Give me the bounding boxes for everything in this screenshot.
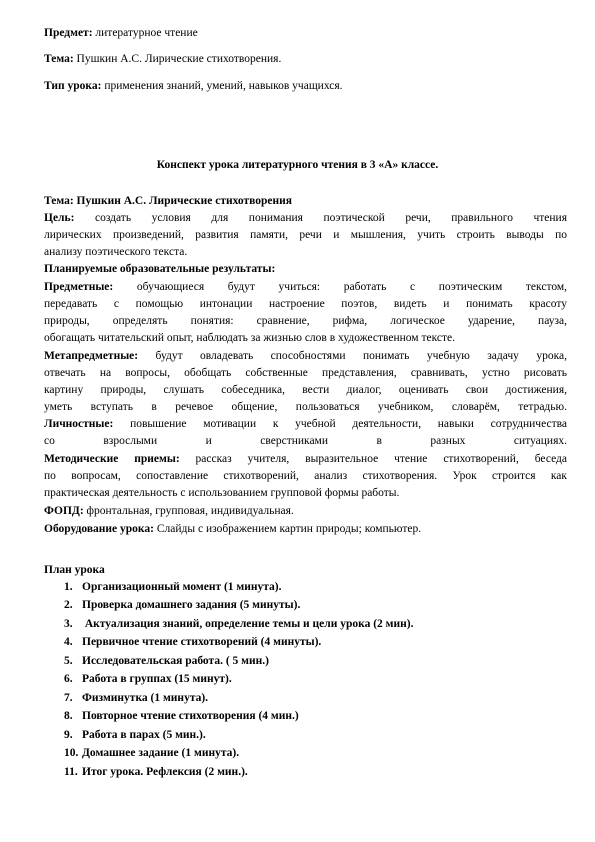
plan-item: 5. Исследовательская работа. ( 5 мин.) bbox=[64, 655, 269, 667]
subject-results-line-1: Предметные: обучающиеся будут учиться: работать с поэтическим текстом, bbox=[44, 281, 567, 293]
methods-line-2: по вопросам, сопоставление стихотворений, анализ стихотворения. Урок строится как bbox=[44, 470, 567, 482]
topic-line bbox=[44, 52, 567, 66]
lesson-type-line bbox=[44, 79, 567, 93]
meta-results-label: Метапредметные: bbox=[44, 350, 139, 362]
plan-item: 7. Физминутка (1 минута). bbox=[64, 692, 209, 704]
document-title: Конспект урока литературного чтения в 3 «А» классе. bbox=[156, 159, 439, 171]
plan-item: 4. Первичное чтение стихотворений (4 минуты). bbox=[64, 636, 322, 648]
subject-label: Предмет: bbox=[44, 27, 93, 39]
body-topic-line: Тема: Пушкин А.С. Лирические стихотворения bbox=[44, 195, 293, 207]
topic-label: Тема: bbox=[44, 53, 74, 65]
goal-line-3: анализу поэтического текста. bbox=[44, 246, 188, 258]
subject-results-line-4: обогащать читательский опыт, наблюдать за жизнью слов в художественном тексте. bbox=[44, 332, 455, 344]
plan-heading: План урока bbox=[44, 564, 105, 576]
equipment-label: Оборудование урока: bbox=[44, 523, 154, 535]
meta-results-line-3: картину природы, слушать собеседника, вести диалог, оценивать свои достижения, bbox=[44, 384, 567, 396]
plan-item: 1. Организационный момент (1 минута). bbox=[64, 581, 282, 593]
equipment-line: Оборудование урока: Слайды с изображением картин природы; компьютер. bbox=[44, 523, 422, 535]
lesson-type-label: Тип урока: bbox=[44, 80, 102, 92]
fopd-label: ФОПД: bbox=[44, 505, 84, 517]
personal-results-label: Личностные: bbox=[44, 418, 114, 430]
plan-item: 3. Актуализация знаний, определение темы и цели урока (2 мин). bbox=[64, 618, 414, 630]
subject-line bbox=[44, 26, 567, 40]
results-heading: Планируемые образовательные результаты: bbox=[44, 263, 276, 275]
goal-line-1: Цель: создать условия для понимания поэтической речи, правильного чтения bbox=[44, 212, 567, 224]
personal-results-line-1: Личностные: повышение мотивации к учебной деятельности, навыки сотрудничества bbox=[44, 418, 567, 430]
plan-item: 6. Работа в группах (15 минут). bbox=[64, 673, 232, 685]
topic-value: Пушкин А.С. Лирические стихотворения. bbox=[73, 53, 282, 65]
meta-results-line-2: отвечать на вопросы, обобщать собственные представления, сравнивать, устно рисовать bbox=[44, 367, 567, 379]
subject-results-line-2: передавать с помощью интонации настроение поэтов, видеть и понимать красоту bbox=[44, 298, 567, 310]
plan-item: 8. Повторное чтение стихотворения (4 мин.) bbox=[64, 710, 299, 722]
meta-results-line-1: Метапредметные: будут овладевать способностями понимать учебную задачу урока, bbox=[44, 350, 567, 362]
subject-results-label: Предметные: bbox=[44, 281, 114, 293]
subject-results-line-3: природы, определять понятия: сравнение, рифма, логическое ударение, пауза, bbox=[44, 315, 567, 327]
fopd-line: ФОПД: фронтальная, групповая, индивидуальная. bbox=[44, 505, 294, 517]
lesson-type-value: применения знаний, умений, навыков учащихся. bbox=[101, 80, 343, 92]
plan-item: 11. Итог урока. Рефлексия (2 мин.). bbox=[64, 766, 248, 778]
plan-item: 10. Домашнее задание (1 минута). bbox=[64, 747, 240, 759]
plan-item: 2. Проверка домашнего задания (5 минуты). bbox=[64, 599, 301, 611]
methods-label: Методические приемы: bbox=[44, 453, 180, 465]
meta-results-line-4: уметь вступать в речевое общение, пользоваться учебником, словарём, тетрадью. bbox=[44, 401, 567, 413]
goal-label: Цель: bbox=[44, 212, 75, 224]
plan-item: 9. Работа в парах (5 мин.). bbox=[64, 729, 206, 741]
personal-results-line-2: со взрослыми и сверстниками в разных ситуациях. bbox=[44, 435, 567, 447]
subject-value: литературное чтение bbox=[92, 27, 198, 39]
goal-line-2: лирических произведений, развития памяти, речи и мышления, учить строить выводы по bbox=[44, 229, 567, 241]
methods-line-1: Методические приемы: рассказ учителя, выразительное чтение стихотворений, беседа bbox=[44, 453, 567, 465]
methods-line-3: практическая деятельность с использованием групповой формы работы. bbox=[44, 487, 400, 499]
